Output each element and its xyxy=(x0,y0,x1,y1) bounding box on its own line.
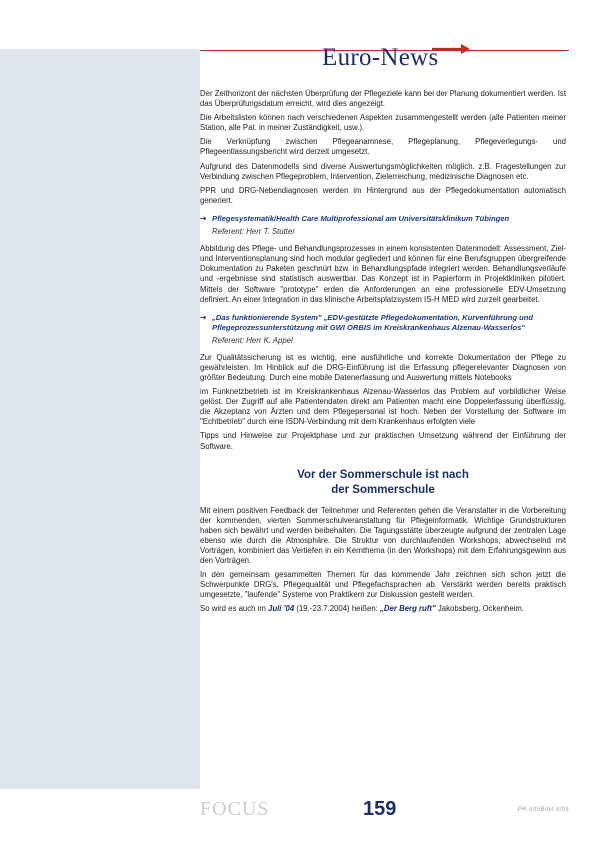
article-body xyxy=(200,89,566,619)
paragraph: Mit einem positiven Feedback der Teilnehmer und Referenten gehen die Veranstalter in die Vorbereitung der kommenden, vierten Sommerschulveranstaltung für Pflegeinformatik. Wichtige Grundstrukturen haben sich bewährt und werden beibehalten. Die Tagungsstätte überzeugte aufgrund der zentralen Lage ebenso wie durch die Atmosphäre. Die Struktur von durchlaufenden Workshops, abwechselnd mit Vorträgen, kombiniert das Vertiefen in ein Kernthema (in den Workshops) mit dem Erfahrungsgewinn aus den Vorträgen. xyxy=(200,505,566,566)
paragraph: PPR und DRG-Nebendiagnosen werden im Hintergrund aus der Pflegedokumentation automatisch generiert. xyxy=(200,185,566,205)
paragraph: Der Zeithorizont der nächsten Überprüfung der Pflegeziele kann bei der Planung dokumentiert werden. Ist das Überprüfungsdatum erreicht, wird dies angezeigt. xyxy=(200,89,566,109)
paragraph: Die Verknüpfung zwischen Pflegeanamnese, Pflegeplanung, Pflegeverlegungs- und Pflegeentlassungsbericht wird derzeit umgesetzt. xyxy=(200,137,566,157)
bullet-item xyxy=(200,313,566,333)
left-sidebar-band xyxy=(0,49,200,789)
bullet-item xyxy=(200,214,566,224)
journal-label: PR-InfoBrief 8/03 xyxy=(517,807,569,813)
right-arrow-icon: ➔ xyxy=(200,312,207,322)
paragraph: Zur Qualitätssicherung ist es wichtig, eine ausführliche und korrekte Dokumentation der Pflege zu gewährleisten. Im Hinblick auf die DRG-Einführung ist die Erfassung pflegerelevanter Diagnosen von größter Bedeutung. Durch eine mobile Datenerfassung und Auswertung mittels Notebooks xyxy=(200,352,566,382)
logo-text: Euro-News xyxy=(322,44,439,71)
page-number: 159 xyxy=(363,798,397,820)
paragraph: So wird es auch im Juli '04 (19.-23.7.2004) heißen: „Der Berg ruft" Jakobsberg, Ockenheim. xyxy=(200,604,525,614)
right-arrow-icon: ➔ xyxy=(200,213,207,223)
paragraph: In den gemeinsam gesammelten Themen für das kommende Jahr zeichnen sich schon jetzt die Schwerpunkte DRG's, Pflegequalität und Pflegefachsprachen ab. Verstärkt werden bereits praktisch umgesetzte, "laufende" Systeme von Praktikern zur Diskussion gestellt werden. xyxy=(200,570,566,600)
paragraph: im Funknetzbetrieb ist im Kreiskrankenhaus Alzenau-Wasserlos das Problem auf vorbildlicher Weise gelöst. Der Zugriff auf alle Patientendaten direkt am Patienten macht eine Doppelerfassung überflüssig, die Akzeptanz von Ärzten und dem Pflegepersonal ist hoch. Neben der Vorstellung der Software im "Echtbetrieb" durch eine ISDN-Verbindung mit dem Krankenhaus erfolgten viele xyxy=(200,387,566,427)
euro-news-logo xyxy=(322,44,572,74)
arrow-icon xyxy=(432,43,472,55)
referent: Referent: Herr K. Appel xyxy=(212,335,293,345)
focus-label: FOCUS xyxy=(200,798,270,820)
bullet-title: Pflegesystematik/Health Care Multiprofessional am Universitätsklinikum Tübingen xyxy=(212,213,510,223)
section-heading: Vor der Sommerschule ist nach der Sommerschule xyxy=(297,468,469,496)
bullet-title: „Das funktionierende System" „EDV-gestützte Pflegedokumentation, Kurvenführung und Pflegeprozessunterstützung mit GWI ORBIS im Kreiskrankenhaus Alzenau-Wasserlos" xyxy=(212,312,534,332)
paragraph: Tipps und Hinweise zur Projektphase und zur praktischen Umsetzung während der Einführung der Software. xyxy=(200,431,566,451)
paragraph: Die Arbeitslisten können nach verschiedenen Aspekten zusammengestellt werden (alle Patienten meiner Station, alle Pat. in meiner Zuständigkeit, usw.). xyxy=(200,113,566,133)
paragraph: Abbildung des Pflege- und Behandlungsprozesses in einem konsistenten Datenmodell: Assessment, Ziel- und Interventionsplanung sind hoch modular gegliedert und können für eine Berufsgruppen übergreifende Dokumentation zu Paketen geschnürt bzw. in Behandlungspfade integriert werden. Behandlungsverläufe und -ergebnisse sind statistisch auswertbar. Das Konzept ist in Papierform in Projektkliniken pilotiert. Mittels der Software "prototype" erden die Anforderungen an eine professionelle EDV-Umsetzung definiert. An einer Integration in das klinische Arbeitsplatzsystem IS-H MED wird zurzeit gearbeitet. xyxy=(200,244,566,304)
referent: Referent: Herr T. Stutter xyxy=(212,227,295,237)
paragraph: Aufgrund des Datenmodells sind diverse Auswertungsmöglichkeiten möglich. z.B. Fragestellungen zur Verbindung zwischen Pflegeproblem, Intervention, Zielerreichung, medizinische Diagnosen etc. xyxy=(200,161,566,181)
page-footer xyxy=(200,798,571,820)
